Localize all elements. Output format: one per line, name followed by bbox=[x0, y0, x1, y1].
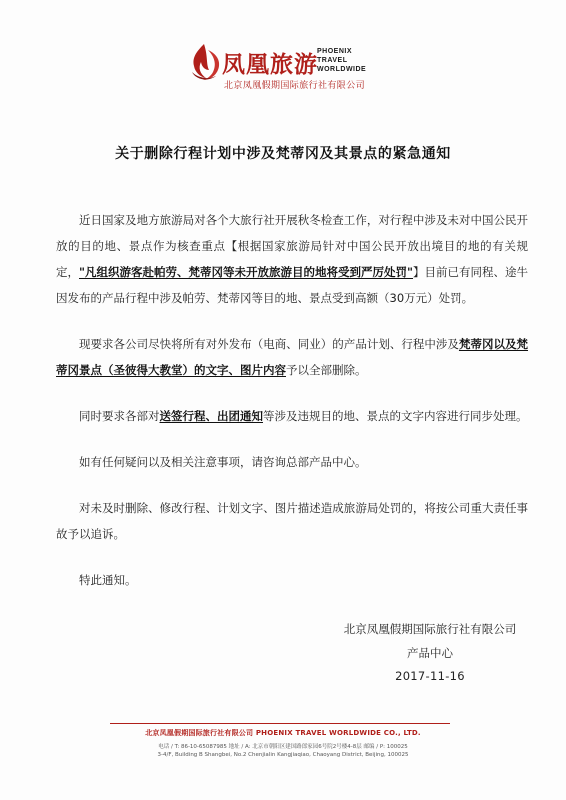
paragraph-text: 近日国家及地方旅游局对各个大旅行社开展秋冬检查工作，对行程中涉及未对中国公民开放的目的地、景点作为核查重点【根据国家旅游局针对中国公民开放出境目的地的有关规定， bbox=[56, 213, 528, 279]
brand-en-line: PHOENIX bbox=[317, 48, 353, 55]
footer-company: 北京凤凰假期国际旅行社有限公司 PHOENIX TRAVEL WORLDWIDE CO., LTD. bbox=[145, 729, 421, 737]
paragraph-text: 等涉及违规目的地、景点的文字内容进行同步处理。 bbox=[263, 409, 528, 423]
paragraph-text: 】目前已有同程、途牛因发布的产品行程中涉及帕劳、梵蒂冈等目的地、景点受到高额（30万元）处罚。 bbox=[56, 265, 529, 305]
brand-en-line: WORLDWIDE bbox=[317, 66, 367, 73]
highlighted-text: 送签行程、出团通知 bbox=[159, 409, 263, 423]
brand-en-line: TRAVEL bbox=[317, 57, 348, 64]
footer-address-en: 3-4/F, Building B Shangbei, No.2 Chenjialin Kangjiaqiao, Chaoyang District, Beijing, 100025 bbox=[157, 752, 409, 758]
paragraph-6: 特此通知。 bbox=[79, 573, 137, 587]
company-name-cn: 北京凤凰假期国际旅行社有限公司 bbox=[224, 81, 366, 91]
highlighted-text: 梵蒂冈以及梵蒂冈景点（圣彼得大教堂）的文字、图片内容 bbox=[56, 337, 529, 377]
phoenix-flame-logo-icon bbox=[186, 42, 222, 82]
signature-company: 北京凤凰假期国际旅行社有限公司 bbox=[343, 622, 517, 636]
letterhead bbox=[186, 42, 386, 94]
paragraph-text: 同时要求各部对 bbox=[79, 409, 160, 423]
signature-department: 产品中心 bbox=[407, 646, 453, 660]
paragraph-text: 予以全部删除。 bbox=[286, 363, 367, 377]
paragraph-1 bbox=[56, 207, 528, 311]
brand-name-en bbox=[317, 47, 366, 74]
footer-contact: 电话 / T: 86-10-65087985 地址 / A: 北京市朝阳区建国路郎家园6号院2号楼4-8层 邮编 / P: 100025 bbox=[158, 744, 408, 750]
paragraph-5: 对未及时删除、修改行程、计划文字、图片描述造成旅游局处罚的，将按公司重大责任事故予以追诉。 bbox=[56, 501, 528, 541]
paragraph-3 bbox=[56, 403, 528, 429]
highlighted-text: "凡组织游客赴帕劳、梵蒂冈等未开放旅游目的地将受到严厉处罚" bbox=[79, 265, 414, 279]
signature-date: 2017-11-16 bbox=[395, 669, 465, 683]
paragraph-text: 现要求各公司尽快将所有对外发布（电商、同业）的产品计划、行程中涉及 bbox=[79, 337, 459, 351]
paragraph-2 bbox=[56, 331, 528, 383]
notice-title: 关于删除行程计划中涉及梵蒂冈及其景点的紧急通知 bbox=[115, 146, 451, 162]
footer-divider bbox=[110, 723, 450, 724]
brand-name-cn: 凤凰旅游 bbox=[222, 51, 318, 78]
paragraph-4: 如有任何疑问以及相关注意事项，请咨询总部产品中心。 bbox=[79, 455, 367, 469]
